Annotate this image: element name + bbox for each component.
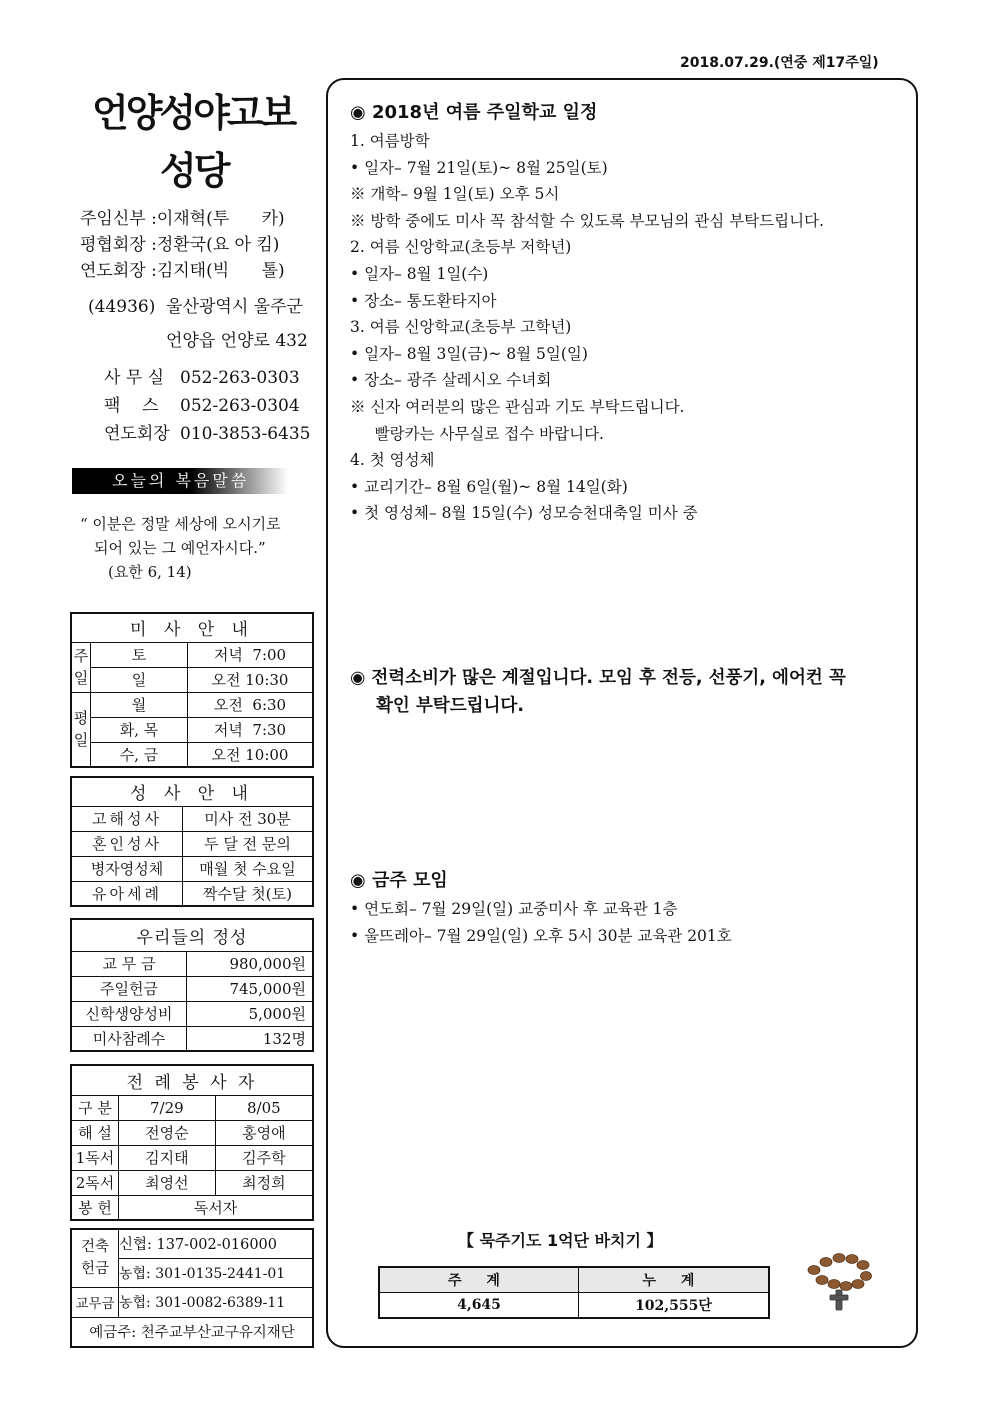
offering-name: 미사참례수	[71, 1026, 187, 1051]
offering-value: 980,000원	[187, 951, 314, 976]
servers-cell: 해 설	[71, 1120, 119, 1145]
sacrament-name: 병자영성체	[71, 856, 183, 881]
gospel-quote: “ 이분은 정말 세상에 오시기로 되어 있는 그 예언자시다.” (요한 6, 14)	[80, 515, 281, 581]
sacrament-value: 매월 첫 수요일	[183, 856, 314, 881]
list-item: 4. 첫 영성체	[350, 451, 435, 470]
servers-cell: 최영선	[119, 1170, 216, 1195]
tithe-label: 교무금	[71, 1287, 119, 1317]
building-label: 건축 헌금	[71, 1229, 119, 1287]
rosary-table	[378, 1266, 770, 1319]
address-line-1: (44936) 울산광역시 울주군	[88, 297, 303, 317]
rosary-weekly: 4,645	[379, 1293, 579, 1319]
weekday-label: 평일	[71, 692, 91, 767]
offering-table	[70, 918, 314, 1052]
list-item: ※ 방학 중에도 미사 꼭 참석할 수 있도록 부모님의 관심 부탁드립니다.	[350, 211, 824, 230]
offering-name: 주일헌금	[71, 976, 187, 1001]
offering-title: 우리들의 정성	[71, 919, 313, 951]
list-item: 2. 여름 신앙학교(초등부 저학년)	[350, 238, 572, 257]
rosary-icon	[800, 1248, 876, 1314]
servers-cell: 독서자	[119, 1195, 314, 1220]
mass-table	[70, 612, 314, 768]
list-item: • 일자– 8월 1일(수)	[350, 264, 489, 283]
parish-title-2: 성당	[160, 149, 228, 193]
mass-time: 오전 10:00	[188, 742, 314, 767]
mass-day: 화, 목	[91, 717, 188, 742]
servers-cell: 1독서	[71, 1145, 119, 1170]
section-power-notice: ◉ 전력소비가 많은 계절입니다. 모임 후 전등, 선풍기, 에어컨 꼭 확인 부탁드립니다.	[350, 668, 846, 716]
offering-value: 132명	[187, 1026, 314, 1051]
staff-row: 주임신부 :이재혁(투 카)	[80, 209, 285, 229]
sacrament-name: 유아세례	[71, 881, 183, 906]
list-item: 1. 여름방학	[350, 132, 430, 150]
list-item: • 일자– 8월 3일(금)~ 8월 5일(일)	[350, 344, 588, 363]
meetings-list	[350, 896, 732, 949]
servers-title: 전 례 봉 사 자	[71, 1065, 313, 1095]
rosary-title: 【 묵주기도 1억단 바치기 】	[458, 1231, 663, 1250]
gospel-header: 오늘의 복음말씀	[72, 468, 288, 494]
sacrament-value: 두 달 전 문의	[183, 831, 314, 856]
staff-list	[80, 206, 285, 284]
mass-time: 저녁 7:30	[188, 717, 314, 742]
servers-cell: 최정희	[215, 1170, 313, 1195]
mass-time: 오전 10:30	[188, 667, 314, 692]
servers-cell: 홍영애	[215, 1120, 313, 1145]
list-item: • 연도회– 7월 29일(일) 교중미사 후 교육관 1층	[350, 900, 678, 918]
list-item: 3. 여름 신앙학교(초등부 고학년)	[350, 318, 572, 337]
sunday-label: 주일	[71, 642, 91, 692]
contact-row: 팩 스 052-263-0304	[104, 396, 300, 416]
mass-time: 오전 6:30	[188, 692, 314, 717]
sacrament-value: 미사 전 30분	[183, 806, 314, 831]
mass-time: 저녁 7:00	[188, 642, 314, 667]
servers-cell: 김주학	[215, 1145, 313, 1170]
contact-list	[104, 364, 310, 448]
list-item: • 장소– 통도환타지아	[350, 291, 497, 310]
sacrament-name: 혼인성사	[71, 831, 183, 856]
offering-value: 5,000원	[187, 1001, 314, 1026]
account-number: 신협: 137-002-016000	[119, 1229, 314, 1258]
address-line-2: 언양읍 언양로 432	[166, 331, 308, 351]
offering-value: 745,000원	[187, 976, 314, 1001]
mass-title: 미 사 안 내	[71, 613, 313, 642]
servers-cell: 2독서	[71, 1170, 119, 1195]
list-item: • 장소– 광주 살레시오 수녀회	[350, 371, 552, 390]
summer-school-list	[350, 128, 824, 527]
servers-header: 구 분	[71, 1095, 119, 1120]
mass-day: 수, 금	[91, 742, 188, 767]
sacrament-name: 고해성사	[71, 806, 183, 831]
staff-row: 평협회장 :정환국(요 아 킴)	[80, 235, 280, 255]
account-holder: 예금주: 천주교부산교구유지재단	[71, 1317, 313, 1347]
list-item: • 울뜨레아– 7월 29일(일) 오후 5시 30분 교육관 201호	[350, 926, 732, 945]
staff-row: 연도회장 :김지태(빅 톨)	[80, 261, 285, 281]
sacrament-value: 짝수달 첫(토)	[183, 881, 314, 906]
contact-row: 연도회장 010-3853-6435	[104, 424, 311, 444]
rosary-header: 주 계	[379, 1267, 579, 1293]
offering-name: 신학생양성비	[71, 1001, 187, 1026]
list-item: 빨랑카는 사무실로 접수 바랍니다.	[350, 424, 604, 443]
account-number: 농협: 301-0135-2441-01	[119, 1258, 314, 1287]
section-meetings-title: ◉ 금주 모임	[350, 870, 448, 891]
sacrament-table	[70, 776, 314, 907]
servers-table	[70, 1064, 314, 1221]
mass-day: 월	[91, 692, 188, 717]
bulletin-date: 2018.07.29.(연중 제17주일)	[680, 55, 879, 71]
list-item: • 교리기간– 8월 6일(월)~ 8월 14일(화)	[350, 477, 628, 496]
contact-row: 사 무 실 052-263-0303	[104, 368, 300, 388]
servers-cell: 봉 헌	[71, 1195, 119, 1220]
section-summer-school-title: ◉ 2018년 여름 주일학교 일정	[350, 102, 598, 123]
list-item: ※ 개학– 9월 1일(토) 오후 5시	[350, 185, 560, 204]
mass-day: 토	[91, 642, 188, 667]
servers-cell: 김지태	[119, 1145, 216, 1170]
building-fund-table	[70, 1228, 314, 1348]
list-item: • 첫 영성체– 8월 15일(수) 성모승천대축일 미사 중	[350, 504, 698, 523]
sacrament-title: 성 사 안 내	[71, 777, 313, 806]
mass-day: 일	[91, 667, 188, 692]
offering-name: 교 무 금	[71, 951, 187, 976]
servers-cell: 전영순	[119, 1120, 216, 1145]
list-item: ※ 신자 여러분의 많은 관심과 기도 부탁드립니다.	[350, 397, 685, 416]
servers-header: 7/29	[119, 1095, 216, 1120]
parish-title: 언양성야고보	[92, 91, 295, 135]
rosary-header: 누 계	[579, 1267, 770, 1293]
rosary-total: 102,555단	[579, 1293, 770, 1319]
list-item: • 일자– 7월 21일(토)~ 8월 25일(토)	[350, 158, 608, 177]
account-number: 농협: 301-0082-6389-11	[119, 1287, 314, 1317]
servers-header: 8/05	[215, 1095, 313, 1120]
